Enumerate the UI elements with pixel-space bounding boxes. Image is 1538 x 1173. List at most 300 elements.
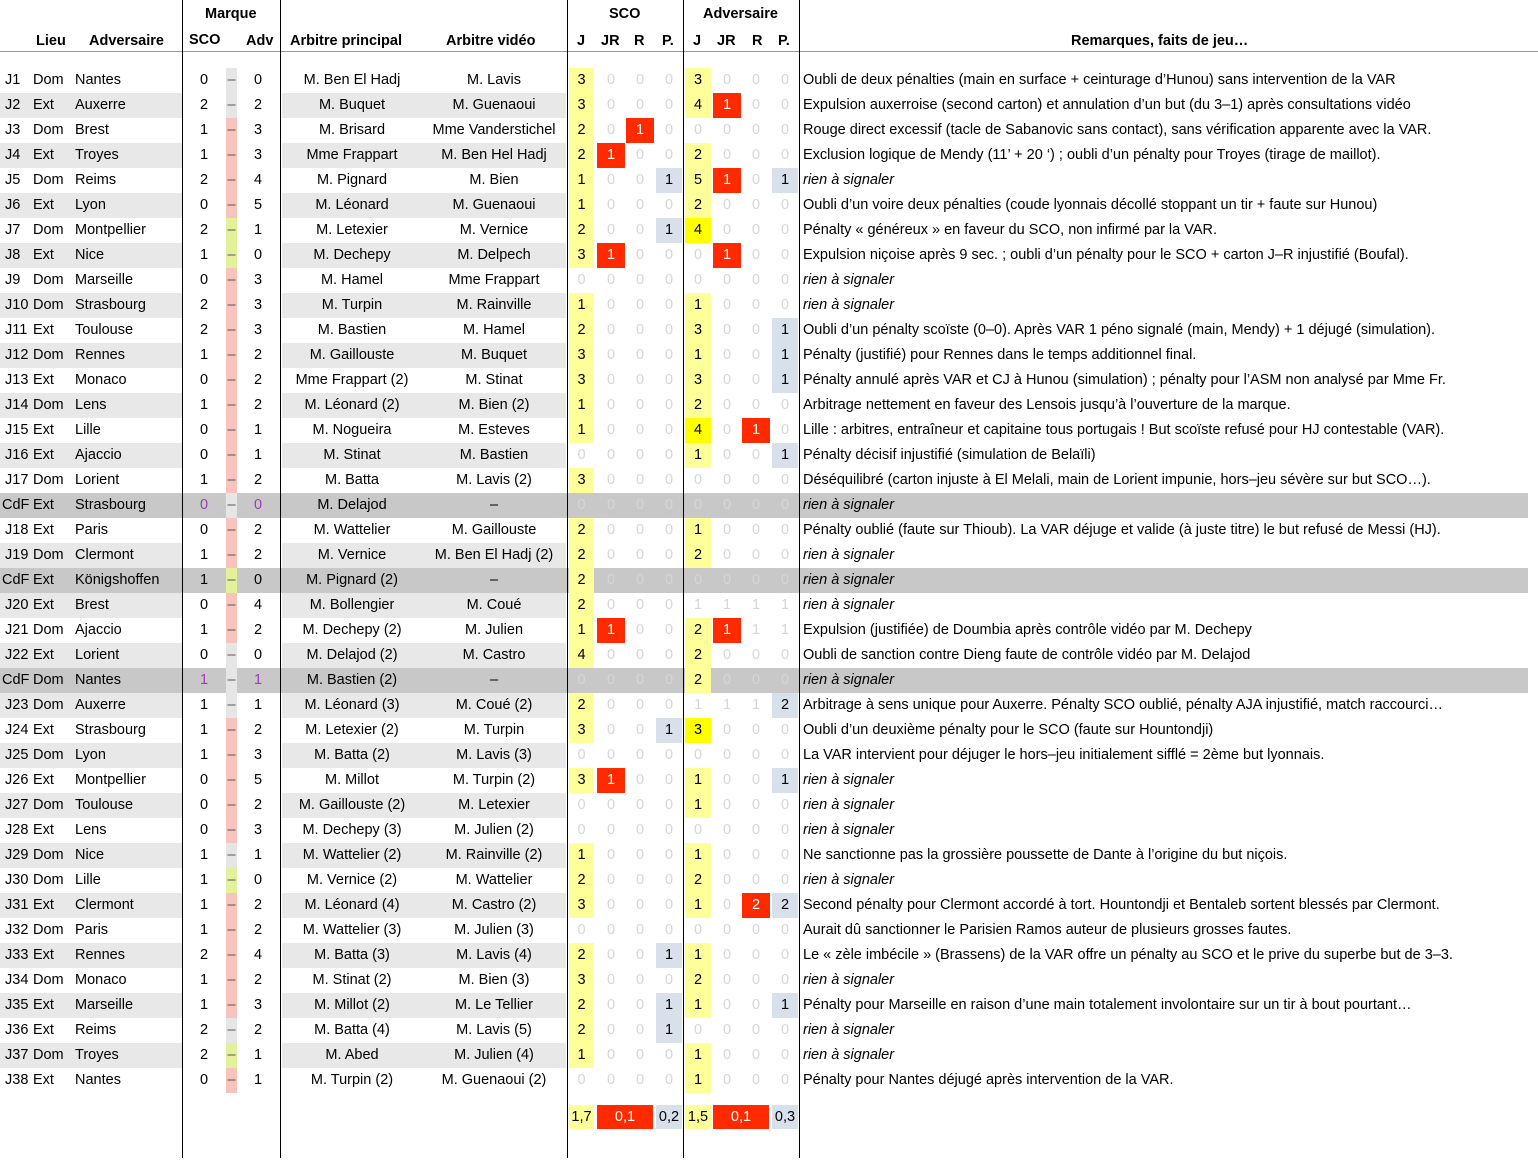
sco-red-cards: 0 bbox=[635, 647, 645, 663]
sco-second-yellow: 0 bbox=[606, 497, 616, 513]
remark-cell: Pénalty pour Marseille en raison d’une main totalement involontaire sur un tir à bout pourtant… bbox=[803, 997, 1412, 1013]
matchday-cell: J24 bbox=[5, 722, 29, 738]
adv-second-yellow: 1 bbox=[722, 597, 732, 613]
sco-yellow-cards: 1 bbox=[569, 293, 594, 318]
table-row bbox=[0, 1018, 1538, 1043]
adv-yellow-cards: 1 bbox=[685, 1043, 711, 1068]
score-adv: 2 bbox=[253, 797, 263, 813]
opponent-cell: Lyon bbox=[75, 747, 106, 763]
score-dash: – bbox=[227, 597, 236, 613]
sco-penalties: 0 bbox=[664, 122, 674, 138]
adv-yellow-cards: 1 bbox=[685, 343, 711, 368]
sco-penalties: 0 bbox=[664, 247, 674, 263]
adv-yellow-cards: 4 bbox=[685, 418, 711, 443]
separator-4 bbox=[683, 0, 684, 1158]
adv-penalties: 0 bbox=[780, 797, 790, 813]
adv-yellow-cards: 0 bbox=[693, 122, 703, 138]
score-sco: 0 bbox=[199, 597, 209, 613]
adv-red-cards: 0 bbox=[751, 372, 761, 388]
opponent-cell: Lens bbox=[75, 397, 107, 413]
matchday-cell: J17 bbox=[5, 472, 29, 488]
adv-red-cards: 0 bbox=[751, 472, 761, 488]
lieu-cell: Ext bbox=[33, 197, 54, 213]
matchday-cell: J30 bbox=[5, 872, 29, 888]
score-dash: – bbox=[227, 822, 236, 838]
adv-red-cards: 0 bbox=[751, 747, 761, 763]
score-adv: 1 bbox=[253, 422, 263, 438]
sco-second-yellow: 0 bbox=[606, 597, 616, 613]
header-adv-jr: JR bbox=[717, 33, 736, 49]
adv-second-yellow: 0 bbox=[722, 522, 732, 538]
adv-second-yellow: 0 bbox=[722, 197, 732, 213]
main-referee-cell: M. Léonard bbox=[315, 197, 389, 213]
sco-second-yellow: 0 bbox=[606, 697, 616, 713]
main-referee-cell: M. Bastien (2) bbox=[306, 672, 398, 688]
adv-penalties: 0 bbox=[780, 647, 790, 663]
sco-yellow-cards: 0 bbox=[577, 497, 586, 513]
adv-penalties: 0 bbox=[780, 847, 790, 863]
score-adv: 4 bbox=[253, 172, 263, 188]
table-row bbox=[0, 618, 1538, 643]
sco-red-cards: 0 bbox=[635, 97, 645, 113]
video-referee-cell: M. Guenaoui (2) bbox=[441, 1072, 547, 1088]
video-referee-cell: M. Bastien bbox=[459, 447, 529, 463]
total-sco-p: 0,2 bbox=[656, 1105, 682, 1129]
lieu-cell: Dom bbox=[33, 172, 64, 188]
score-adv: 0 bbox=[253, 647, 263, 663]
lieu-cell: Ext bbox=[33, 147, 54, 163]
score-adv: 2 bbox=[253, 972, 263, 988]
score-dash: – bbox=[227, 547, 236, 563]
sco-second-yellow: 0 bbox=[606, 722, 616, 738]
table-row bbox=[0, 468, 1538, 493]
sco-second-yellow: 0 bbox=[606, 97, 616, 113]
adv-penalties: 0 bbox=[780, 397, 790, 413]
score-sco: 0 bbox=[199, 72, 209, 88]
video-referee-cell: M. Julien (4) bbox=[454, 1047, 534, 1063]
lieu-cell: Ext bbox=[33, 822, 54, 838]
sco-yellow-cards: 0 bbox=[577, 822, 586, 838]
table-row bbox=[0, 968, 1538, 993]
sco-yellow-cards: 1 bbox=[569, 1043, 594, 1068]
score-adv: 2 bbox=[253, 547, 263, 563]
table-row bbox=[0, 993, 1538, 1018]
sco-yellow-cards: 3 bbox=[569, 968, 594, 993]
sco-penalties: 0 bbox=[664, 1072, 674, 1088]
video-referee-cell: M. Turpin bbox=[463, 722, 525, 738]
adv-penalties: 0 bbox=[780, 122, 790, 138]
adv-yellow-cards: 0 bbox=[693, 1022, 703, 1038]
sco-penalties: 0 bbox=[664, 872, 674, 888]
video-referee-cell: M. Bien bbox=[469, 172, 519, 188]
video-referee-cell: M. Rainville (2) bbox=[445, 847, 543, 863]
sco-yellow-cards: 2 bbox=[569, 543, 594, 568]
adv-red-cards: 0 bbox=[751, 572, 761, 588]
table-row bbox=[0, 243, 1538, 268]
adv-second-yellow: 0 bbox=[722, 1022, 732, 1038]
separator-3 bbox=[567, 0, 568, 1158]
sco-penalties: 0 bbox=[664, 522, 674, 538]
opponent-cell: Paris bbox=[75, 922, 109, 938]
adv-penalties: 1 bbox=[780, 597, 790, 613]
score-dash: – bbox=[227, 447, 236, 463]
adv-penalties: 0 bbox=[780, 97, 790, 113]
score-adv: 2 bbox=[253, 1022, 263, 1038]
video-referee-cell: M. Coué (2) bbox=[455, 697, 533, 713]
header-adversaire: Adversaire bbox=[89, 33, 164, 49]
main-referee-cell: M. Delajod (2) bbox=[306, 647, 398, 663]
matchday-cell: J29 bbox=[5, 847, 29, 863]
sco-second-yellow: 0 bbox=[606, 72, 616, 88]
adv-penalties: 0 bbox=[780, 222, 790, 238]
score-adv: 2 bbox=[253, 372, 263, 388]
remark-cell: rien à signaler bbox=[803, 172, 895, 188]
video-referee-cell: M. Le Tellier bbox=[455, 997, 533, 1013]
sco-red-cards: 0 bbox=[635, 847, 645, 863]
opponent-cell: Marseille bbox=[75, 997, 134, 1013]
main-referee-cell: M. Hamel bbox=[320, 272, 384, 288]
adv-red-cards: 0 bbox=[751, 872, 761, 888]
adv-red-cards: 0 bbox=[751, 922, 761, 938]
adv-yellow-cards: 0 bbox=[693, 272, 703, 288]
score-adv: 1 bbox=[253, 1072, 263, 1088]
opponent-cell: Strasbourg bbox=[75, 497, 146, 513]
score-adv: 1 bbox=[253, 672, 263, 688]
table-row bbox=[0, 918, 1538, 943]
score-adv: 2 bbox=[253, 622, 263, 638]
score-sco: 1 bbox=[199, 347, 209, 363]
main-referee-cell: M. Batta (2) bbox=[314, 747, 390, 763]
lieu-cell: Dom bbox=[33, 222, 64, 238]
sco-second-yellow: 0 bbox=[606, 747, 616, 763]
sco-red-cards: 0 bbox=[635, 772, 645, 788]
sco-red-cards: 0 bbox=[635, 147, 645, 163]
lieu-cell: Ext bbox=[33, 422, 54, 438]
remark-cell: rien à signaler bbox=[803, 822, 895, 838]
score-dash: – bbox=[227, 372, 236, 388]
score-dash: – bbox=[227, 472, 236, 488]
score-sco: 2 bbox=[199, 172, 209, 188]
adv-penalties: 0 bbox=[780, 147, 790, 163]
sco-yellow-cards: 1 bbox=[569, 843, 594, 868]
table-row bbox=[0, 193, 1538, 218]
adv-second-yellow: 0 bbox=[722, 72, 732, 88]
lieu-cell: Ext bbox=[33, 772, 54, 788]
adv-red-cards: 2 bbox=[742, 893, 770, 918]
remark-cell: rien à signaler bbox=[803, 572, 895, 588]
score-dash: – bbox=[227, 897, 236, 913]
header-adv: Adv bbox=[246, 33, 274, 49]
score-dash: – bbox=[227, 622, 236, 638]
lieu-cell: Dom bbox=[33, 1047, 64, 1063]
opponent-cell: Lille bbox=[75, 872, 101, 888]
total-adv-j: 1,5 bbox=[685, 1105, 711, 1129]
sco-red-cards: 0 bbox=[635, 797, 645, 813]
video-referee-cell: M. Stinat bbox=[465, 372, 523, 388]
score-sco: 1 bbox=[199, 722, 209, 738]
score-dash: – bbox=[227, 72, 236, 88]
sco-red-cards: 0 bbox=[635, 947, 645, 963]
main-referee-cell: M. Millot (2) bbox=[314, 997, 390, 1013]
sco-penalties: 1 bbox=[656, 218, 682, 243]
sco-yellow-cards: 4 bbox=[569, 643, 594, 668]
table-row bbox=[0, 1068, 1538, 1093]
score-sco: 1 bbox=[199, 397, 209, 413]
adv-second-yellow: 0 bbox=[722, 447, 732, 463]
sco-red-cards: 0 bbox=[635, 272, 645, 288]
adv-second-yellow: 0 bbox=[722, 647, 732, 663]
lieu-cell: Ext bbox=[33, 497, 54, 513]
opponent-cell: Nantes bbox=[75, 72, 121, 88]
sco-red-cards: 0 bbox=[635, 897, 645, 913]
table-row bbox=[0, 343, 1538, 368]
adv-second-yellow: 0 bbox=[722, 897, 732, 913]
remark-cell: rien à signaler bbox=[803, 547, 895, 563]
adv-penalties: 1 bbox=[772, 168, 798, 193]
opponent-cell: Paris bbox=[75, 522, 109, 538]
adv-penalties: 0 bbox=[780, 472, 790, 488]
score-adv: 5 bbox=[253, 197, 263, 213]
main-referee-cell: M. Gaillouste bbox=[309, 347, 395, 363]
video-referee-cell: M. Julien (2) bbox=[454, 822, 534, 838]
sco-penalties: 1 bbox=[656, 1018, 682, 1043]
sco-penalties: 0 bbox=[664, 847, 674, 863]
lieu-cell: Dom bbox=[33, 847, 64, 863]
score-adv: 3 bbox=[253, 147, 263, 163]
sco-yellow-cards: 1 bbox=[569, 193, 594, 218]
main-referee-cell: M. Turpin (2) bbox=[310, 1072, 394, 1088]
matchday-cell: J11 bbox=[5, 322, 28, 338]
opponent-cell: Lens bbox=[75, 822, 107, 838]
video-referee-cell: M. Julien bbox=[464, 622, 524, 638]
score-sco: 0 bbox=[199, 772, 209, 788]
adv-yellow-cards: 1 bbox=[685, 1068, 711, 1093]
score-sco: 0 bbox=[199, 197, 209, 213]
sco-penalties: 0 bbox=[664, 772, 674, 788]
main-referee-cell: M. Léonard (2) bbox=[304, 397, 400, 413]
opponent-cell: Brest bbox=[75, 597, 109, 613]
sco-yellow-cards: 2 bbox=[569, 518, 594, 543]
adv-penalties: 0 bbox=[780, 972, 790, 988]
score-dash: – bbox=[227, 397, 236, 413]
opponent-cell: Toulouse bbox=[75, 797, 134, 813]
matchday-cell: J32 bbox=[5, 922, 29, 938]
score-dash: – bbox=[227, 997, 236, 1013]
table-row bbox=[0, 168, 1538, 193]
adv-second-yellow: 1 bbox=[713, 243, 741, 268]
remark-cell: Exclusion logique de Mendy (11’ + 20 ‘) ; oubli d’un pénalty pour Troyes (tirage de maillot). bbox=[803, 147, 1381, 163]
adv-penalties: 0 bbox=[780, 422, 790, 438]
video-referee-cell: M. Lavis (5) bbox=[456, 1022, 532, 1038]
adv-red-cards: 0 bbox=[751, 797, 761, 813]
sco-yellow-cards: 2 bbox=[569, 868, 594, 893]
matchday-cell: J2 bbox=[5, 97, 21, 113]
sco-red-cards: 0 bbox=[635, 422, 645, 438]
score-dash: – bbox=[227, 697, 236, 713]
total-sco-jr: 0,1 bbox=[597, 1105, 653, 1129]
adv-red-cards: 0 bbox=[751, 97, 761, 113]
score-sco: 1 bbox=[199, 922, 209, 938]
main-referee-cell: M. Wattelier bbox=[313, 522, 391, 538]
score-dash: – bbox=[227, 1022, 236, 1038]
opponent-cell: Nice bbox=[75, 247, 105, 263]
main-referee-cell: M. Bastien bbox=[317, 322, 387, 338]
lieu-cell: Dom bbox=[33, 72, 64, 88]
adv-penalties: 0 bbox=[780, 547, 790, 563]
score-adv: 0 bbox=[253, 247, 263, 263]
video-referee-cell: M. Lavis (4) bbox=[456, 947, 532, 963]
sco-second-yellow: 0 bbox=[606, 372, 616, 388]
remark-cell: Déséquilibré (carton injuste à El Melali, main de Lorient impunie, hors–jeu sévère sur but SCO…). bbox=[803, 472, 1431, 488]
lieu-cell: Dom bbox=[33, 347, 64, 363]
opponent-cell: Reims bbox=[75, 1022, 117, 1038]
opponent-cell: Lorient bbox=[75, 647, 120, 663]
score-sco: 1 bbox=[199, 747, 209, 763]
score-dash: – bbox=[227, 972, 236, 988]
score-sco: 1 bbox=[199, 997, 209, 1013]
adv-red-cards: 0 bbox=[751, 947, 761, 963]
lieu-cell: Dom bbox=[33, 397, 64, 413]
sco-second-yellow: 0 bbox=[606, 522, 616, 538]
score-sco: 0 bbox=[199, 372, 209, 388]
remark-cell: rien à signaler bbox=[803, 797, 895, 813]
sco-second-yellow: 0 bbox=[606, 122, 616, 138]
remark-cell: rien à signaler bbox=[803, 597, 895, 613]
sco-red-cards: 0 bbox=[635, 522, 645, 538]
sco-red-cards: 0 bbox=[635, 597, 645, 613]
sco-yellow-cards: 1 bbox=[569, 418, 594, 443]
matchday-cell: CdF bbox=[2, 672, 30, 688]
adv-yellow-cards: 0 bbox=[693, 822, 703, 838]
adv-yellow-cards: 2 bbox=[685, 968, 711, 993]
adv-penalties: 0 bbox=[780, 922, 790, 938]
lieu-cell: Dom bbox=[33, 122, 64, 138]
adv-yellow-cards: 2 bbox=[685, 668, 711, 693]
header-sco-jr: JR bbox=[601, 33, 620, 49]
matchday-cell: J7 bbox=[5, 222, 21, 238]
score-adv: 1 bbox=[253, 222, 263, 238]
separator-1 bbox=[182, 0, 183, 1158]
sco-penalties: 0 bbox=[664, 822, 674, 838]
sco-penalties: 0 bbox=[664, 647, 674, 663]
sco-red-cards: 0 bbox=[635, 497, 645, 513]
score-dash: – bbox=[227, 497, 236, 513]
adv-red-cards: 0 bbox=[751, 172, 761, 188]
adv-yellow-cards: 5 bbox=[685, 168, 711, 193]
lieu-cell: Dom bbox=[33, 872, 64, 888]
adv-yellow-cards: 0 bbox=[693, 922, 703, 938]
adv-red-cards: 0 bbox=[751, 772, 761, 788]
adv-second-yellow: 0 bbox=[722, 222, 732, 238]
main-referee-cell: M. Millot bbox=[325, 772, 379, 788]
score-sco: 2 bbox=[199, 97, 209, 113]
sco-second-yellow: 0 bbox=[606, 1072, 616, 1088]
opponent-cell: Ajaccio bbox=[75, 622, 122, 638]
adv-red-cards: 0 bbox=[751, 122, 761, 138]
video-referee-cell: M. Castro (2) bbox=[451, 897, 537, 913]
score-adv: 2 bbox=[253, 897, 263, 913]
sco-second-yellow: 0 bbox=[606, 997, 616, 1013]
sco-yellow-cards: 2 bbox=[569, 143, 594, 168]
score-dash: – bbox=[227, 522, 236, 538]
table-row bbox=[0, 493, 1538, 518]
lieu-cell: Dom bbox=[33, 972, 64, 988]
adv-red-cards: 0 bbox=[751, 147, 761, 163]
score-sco: 0 bbox=[199, 522, 209, 538]
adv-yellow-cards: 1 bbox=[685, 843, 711, 868]
adv-second-yellow: 1 bbox=[713, 93, 741, 118]
sco-second-yellow: 0 bbox=[606, 447, 616, 463]
matchday-cell: J35 bbox=[5, 997, 29, 1013]
adv-yellow-cards: 4 bbox=[685, 93, 711, 118]
video-referee-cell: M. Castro bbox=[462, 647, 526, 663]
adv-red-cards: 0 bbox=[751, 547, 761, 563]
adv-penalties: 0 bbox=[780, 872, 790, 888]
adv-penalties: 0 bbox=[780, 722, 790, 738]
header-adv-group: Adversaire bbox=[703, 6, 778, 22]
adv-penalties: 0 bbox=[780, 672, 790, 688]
score-dash: – bbox=[227, 1072, 236, 1088]
adv-second-yellow: 0 bbox=[722, 922, 732, 938]
opponent-cell: Rennes bbox=[75, 347, 125, 363]
sco-second-yellow: 1 bbox=[597, 768, 625, 793]
adv-yellow-cards: 3 bbox=[685, 318, 711, 343]
sco-yellow-cards: 0 bbox=[577, 1072, 586, 1088]
total-sco-j: 1,7 bbox=[569, 1105, 594, 1129]
sco-penalties: 0 bbox=[664, 697, 674, 713]
lieu-cell: Ext bbox=[33, 247, 54, 263]
video-referee-cell: M. Bien (2) bbox=[458, 397, 530, 413]
adv-yellow-cards: 2 bbox=[685, 618, 711, 643]
score-sco: 1 bbox=[199, 622, 209, 638]
matchday-cell: J5 bbox=[5, 172, 21, 188]
header-sco-j: J bbox=[577, 33, 586, 49]
adv-yellow-cards: 1 bbox=[685, 443, 711, 468]
adv-penalties: 1 bbox=[780, 622, 790, 638]
sco-yellow-cards: 3 bbox=[569, 68, 594, 93]
remark-cell: Ne sanctionne pas la grossière poussette de Dante à l’origine du but niçois. bbox=[803, 847, 1288, 863]
sco-second-yellow: 0 bbox=[606, 672, 616, 688]
sco-red-cards: 0 bbox=[635, 547, 645, 563]
main-referee-cell: M. Turpin bbox=[321, 297, 383, 313]
adv-yellow-cards: 2 bbox=[685, 868, 711, 893]
sco-yellow-cards: 3 bbox=[569, 468, 594, 493]
lieu-cell: Ext bbox=[33, 372, 54, 388]
video-referee-cell: M. Turpin (2) bbox=[452, 772, 536, 788]
main-referee-cell: M. Bollengier bbox=[309, 597, 395, 613]
adv-penalties: 0 bbox=[780, 297, 790, 313]
lieu-cell: Ext bbox=[33, 647, 54, 663]
adv-second-yellow: 0 bbox=[722, 547, 732, 563]
header-lieu: Lieu bbox=[36, 33, 66, 49]
opponent-cell: Königshoffen bbox=[75, 572, 160, 588]
remark-cell: rien à signaler bbox=[803, 1047, 895, 1063]
lieu-cell: Ext bbox=[33, 1072, 54, 1088]
header-remarques: Remarques, faits de jeu… bbox=[1071, 33, 1249, 49]
sco-penalties: 0 bbox=[664, 422, 674, 438]
matchday-cell: J16 bbox=[5, 447, 29, 463]
score-dash: – bbox=[227, 172, 236, 188]
adv-yellow-cards: 1 bbox=[685, 893, 711, 918]
main-referee-cell: M. Léonard (4) bbox=[304, 897, 400, 913]
score-adv: 3 bbox=[253, 822, 263, 838]
main-referee-cell: M. Dechepy (2) bbox=[302, 622, 402, 638]
table-row bbox=[0, 843, 1538, 868]
header-arbitre-video: Arbitre vidéo bbox=[446, 33, 536, 49]
lieu-cell: Ext bbox=[33, 322, 54, 338]
score-dash: – bbox=[227, 872, 236, 888]
main-referee-cell: M. Wattelier (3) bbox=[302, 922, 402, 938]
